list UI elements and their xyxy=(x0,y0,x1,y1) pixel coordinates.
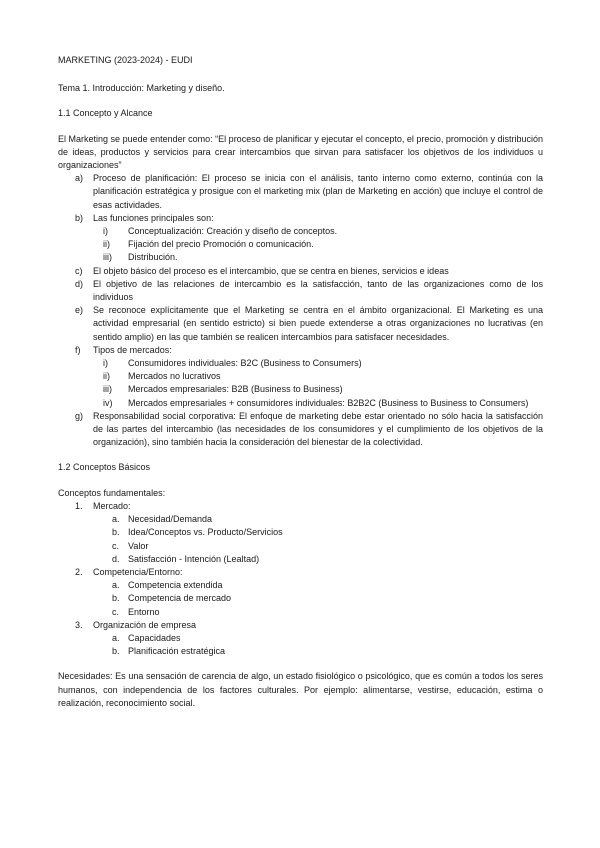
list-item: ii) Mercados no lucrativos xyxy=(103,371,221,382)
section-1-intro: El Marketing se puede entender como: “El proceso de planificar y ejecutar el concepto, el precio, promoción y distribución de ideas, productos y servicios para crear intercambios que sirvan para satisfacer los objetivos de los individuos u organizaciones” xyxy=(58,133,543,171)
document-page xyxy=(58,54,543,710)
list-item: ii) Fijación del precio Promoción o comunicación. xyxy=(103,239,314,250)
list-item: b. Planificación estratégica xyxy=(112,646,226,657)
list-item: g) Responsabilidad social corporativa: El enfoque de marketing debe estar orientado no sólo hacia la satisfacción de las partes del intercambio (las necesidades de los consumidores y el cumplimiento de los objetivos de la organización), sino también hacia la consideración del bienestar de la colectividad. xyxy=(75,410,543,448)
list-item: f) Tipos de mercados: xyxy=(75,344,172,355)
section-1-title: 1.1 Concepto y Alcance xyxy=(58,108,153,119)
markets-sublist xyxy=(58,357,543,410)
list-item: i) Conceptualización: Creación y diseño de conceptos. xyxy=(103,226,338,237)
section-2-title: 1.2 Conceptos Básicos xyxy=(58,462,151,473)
list-item: i) Consumidores individuales: B2C (Business to Consumers) xyxy=(103,358,362,369)
functions-sublist xyxy=(58,225,543,265)
list-item: d) El objetivo de las relaciones de intercambio es la satisfacción, tanto de las organizaciones como de los individuos xyxy=(75,278,543,303)
list-item: b) Las funciones principales son: xyxy=(75,212,214,223)
section-2-lead: Conceptos fundamentales: xyxy=(58,487,166,498)
list-item: a. Competencia extendida xyxy=(112,580,223,591)
list-item: 2. Competencia/Entorno: xyxy=(75,566,183,577)
list-item: a. Capacidades xyxy=(112,632,181,643)
list-item: e) Se reconoce explícitamente que el Marketing se centra en el ámbito organizacional. El Marketing es una actividad empresarial (en sentido estricto) si bien puede extenderse a otras organizaciones no lucrativas (en sentido amplio) en las que también se realicen intercambios para satisfacer necesidades. xyxy=(75,305,543,342)
needs-paragraph: Necesidades: Es una sensación de carencia de algo, un estado fisiológico o psicológico, que es común a todos los seres humanos, con independencia de los factores culturales. Por ejemplo: alimentarse, vestirse, educación, estima o realización, reconocimiento social. xyxy=(58,671,543,708)
section-1-list xyxy=(58,172,543,225)
document-header: MARKETING (2023-2024) - EUDI xyxy=(58,55,193,65)
list-item: a. Necesidad/Demanda xyxy=(112,514,213,525)
topic-title: Tema 1. Introducción: Marketing y diseño. xyxy=(58,83,225,94)
list-item: a) Proceso de planificación: El proceso se inicia con el análisis, tanto interno como externo, continúa con la planificación estratégica y prosigue con el marketing mix (plan de Marketing en acción) que incluye el control de esas actividades. xyxy=(75,173,543,210)
list-item: c) El objeto básico del proceso es el intercambio, que se centra en bienes, servicios e ideas xyxy=(75,265,449,276)
list-item: c. Entorno xyxy=(112,606,160,617)
list-item: iii) Distribución. xyxy=(103,252,178,263)
list-item: iii) Mercados empresariales: B2B (Business to Business) xyxy=(103,384,343,395)
list-item: b. Idea/Conceptos vs. Producto/Servicios xyxy=(112,527,283,538)
list-item: d. Satisfacción - Intención (Lealtad) xyxy=(112,553,260,564)
list-item: 1. Mercado: xyxy=(75,500,131,511)
section-2-list xyxy=(58,500,543,513)
list-item: b. Competencia de mercado xyxy=(112,593,232,604)
list-item: 3. Organización de empresa xyxy=(75,619,197,630)
list-item: iv) Mercados empresariales + consumidores individuales: B2B2C (Business to Business to Consumers) xyxy=(103,397,529,408)
list-item: c. Valor xyxy=(112,540,149,551)
